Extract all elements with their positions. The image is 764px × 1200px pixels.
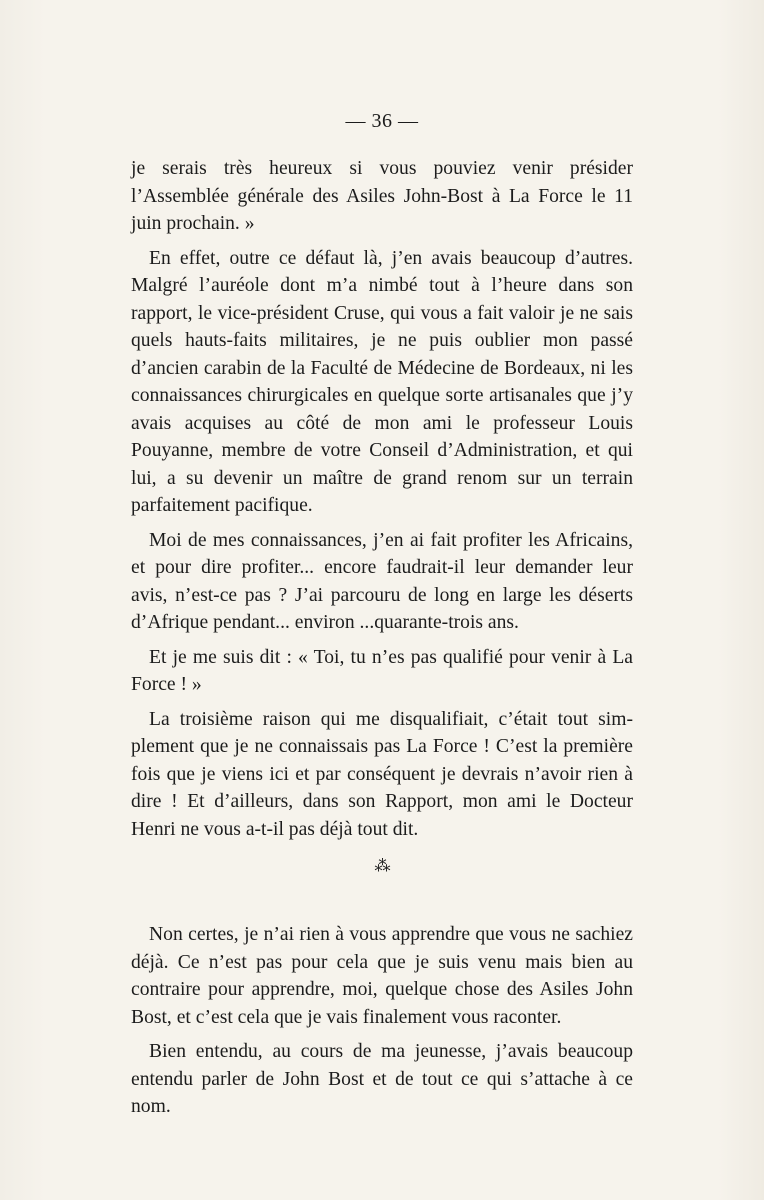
paragraph-3: Moi de mes connaissances, j’en ai fait profiter les Africains, et pour dire profiter... encore faudrait-il leur demander leur avis, n’est-ce pas ? J’ai parcouru de long en large les déserts d’Afrique pendant... environ ...quarante-trois ans. <box>131 529 633 633</box>
paragraph-6: Non certes, je n’ai rien à vous apprendre que vous ne sachiez déjà. Ce n’est pas pour cela que je suis venu mais bien au contraire pour apprendre, moi, quelque chose des Asiles John Bost, et c’est cela que je vais finalement vous raconter. <box>131 924 633 1028</box>
page-number: — 36 — <box>345 110 419 132</box>
paragraph-7: Bien entendu, au cours de ma jeunesse, j’avais beaucoup entendu parler de John Bost et de tout ce qui s’attache à ce nom. <box>131 1041 633 1117</box>
paragraph-2: En effet, outre ce défaut là, j’en avais beaucoup d’autres. Malgré l’auréole dont m’a nimbé tout à l’heure dans son rapport, le vice-président Cruse, qui vous a fait valoir je ne sais quels hauts-faits militaires, je ne puis oublier mon passé d’ancien carabin de la Faculté de Médecine de Bordeaux, ni les connaissances chirurgicales en quelque sorte artisanales que j’y avais acquises au côté de mon ami le professeur Louis Pouyanne, membre de votre Conseil d’Administration, et qui lui, a su devenir un maître de grand renom sur un terrain parfaitement pacifique. <box>131 247 633 516</box>
paragraph-4: Et je me suis dit : « Toi, tu n’es pas qualifié pour venir à La Force ! » <box>131 646 633 695</box>
paragraph-1: je serais très heureux si vous pouviez venir présider l’Assemblée générale des Asiles John-Bost à La Force le 11 juin prochain. » <box>131 158 633 234</box>
section-break-asterism <box>131 843 633 921</box>
body-text <box>131 155 633 1121</box>
asterism-glyph: ⁂ <box>374 858 390 875</box>
paragraph-5: La troisième raison qui me disqualifiait, c’était tout simplement que je ne connaissais pas La Force ! C’est la première fois que je viens ici et par conséquent je devrais n’avoir rien à dire ! Et d’ailleurs, dans son Rapport, mon ami le Docteur Henri ne vous a-t-il pas déjà tout dit. <box>131 708 633 840</box>
